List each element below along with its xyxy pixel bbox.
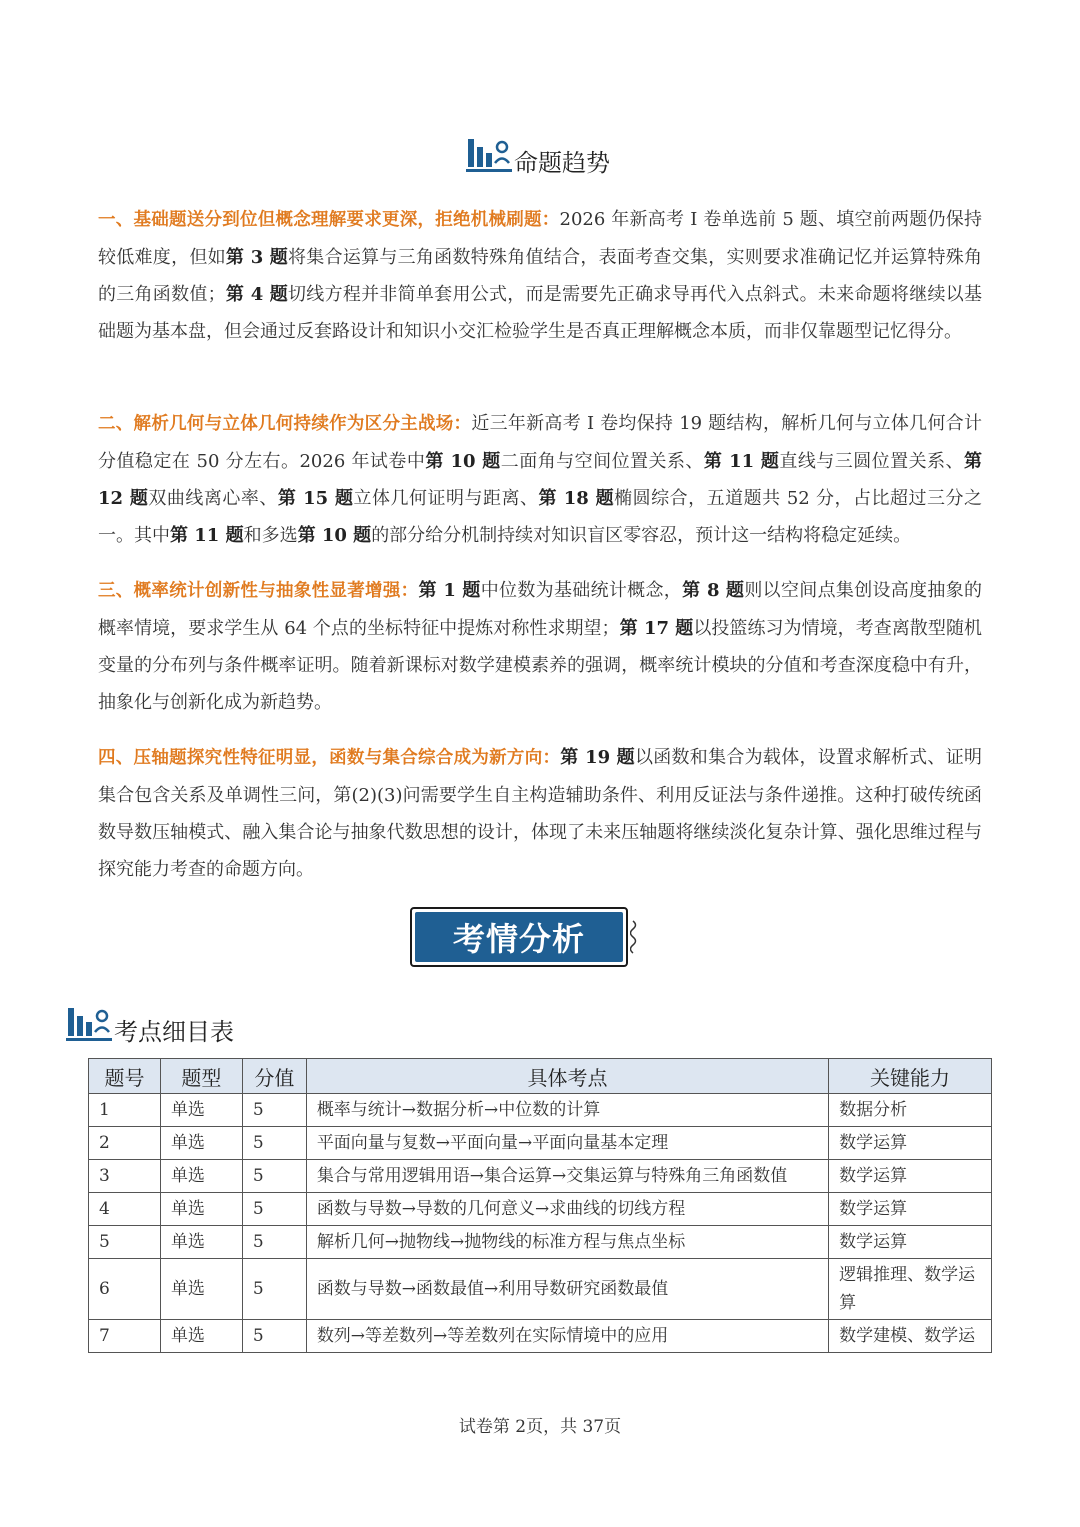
knowledge-point-cell: 数列→等差数列→等差数列在实际情境中的应用	[306, 1320, 828, 1353]
paragraph-text: 二面角与空间位置关系、	[500, 451, 704, 472]
question-reference: 第 3 题	[225, 247, 289, 268]
question-reference: 第 8 题	[682, 580, 745, 601]
table-row	[89, 1320, 992, 1353]
paragraph-text: 直线与三圆位置关系、	[779, 451, 965, 472]
paragraph-text: 2026 年新高考 I 卷单选前 5 题、填空前两题仍保持较低难度，但如	[98, 209, 983, 268]
question-type-cell: 单选	[160, 1226, 242, 1259]
table-header-row	[89, 1059, 992, 1094]
paragraph-text: 以投篮练习为情境，考查离散型随机变量的分布列与条件概率证明。随着新课标对数学建模素养的强调，概率统计模块的分值和考查深度稳中有升，抽象化与创新化成为新趋势。	[98, 618, 982, 713]
score-cell: 5	[242, 1259, 306, 1320]
score-cell: 5	[242, 1320, 306, 1353]
score-cell: 5	[242, 1226, 306, 1259]
trend-paragraph-1	[98, 201, 982, 350]
question-reference: 第 11 题	[170, 525, 244, 546]
chart-icon	[466, 133, 512, 175]
knowledge-point-cell: 平面向量与复数→平面向量→平面向量基本定理	[306, 1127, 828, 1160]
question-type-cell: 单选	[160, 1193, 242, 1226]
header-knowledge-point: 具体考点	[306, 1059, 828, 1094]
question-type-cell: 单选	[160, 1259, 242, 1320]
section-heading-table	[66, 1002, 234, 1044]
paragraph-text: 中位数为基础统计概念，	[480, 580, 683, 601]
key-ability-cell: 数学运算	[829, 1226, 992, 1259]
table-row	[89, 1193, 992, 1226]
section-title-table: 考点细目表	[114, 1018, 234, 1046]
paragraph-text: 则以空间点集创设高度抽象的概率情境，要求学生从 64 个点的坐标特征中提炼对称性求期望；	[98, 580, 983, 639]
question-reference: 第 12 题	[98, 451, 983, 509]
paragraph-text: 和多选	[243, 525, 298, 546]
paragraph-text: 近三年新高考 I 卷均保持 19 题结构，解析几何与立体几何合计分值稳定在 50 分左右。2026 年试卷中	[98, 413, 982, 472]
paragraph-text: 以函数和集合为载体，设置求解析式、证明集合包含关系及单调性三问，第(2)(3)问需要学生自主构造辅助条件、利用反证法与条件递推。这种打破传统函数导数压轴模式、融入集合论与抽象代数思想的设计，体现了未来压轴题将继续淡化复杂计算、强化思维过程与探究能力考查的命题方向。	[98, 747, 982, 880]
trend-paragraph-2	[98, 405, 982, 554]
chart-icon	[66, 1002, 112, 1044]
table-body	[89, 1094, 992, 1353]
question-reference: 第 11 题	[703, 451, 780, 472]
knowledge-point-cell: 函数与导数→函数最值→利用导数研究函数最值	[306, 1259, 828, 1320]
score-cell: 5	[242, 1193, 306, 1226]
section-heading-trend	[466, 133, 610, 175]
score-cell: 5	[242, 1160, 306, 1193]
question-number-cell: 1	[89, 1094, 161, 1127]
table-row	[89, 1127, 992, 1160]
paragraph-text: 切线方程并非简单套用公式，而是需要先正确求导再代入点斜式。未来命题将继续以基础题为基本盘，但会通过反套路设计和知识小交汇检验学生是否真正理解概念本质，而非仅靠题型记忆得分。	[98, 284, 982, 342]
score-cell: 5	[242, 1127, 306, 1160]
key-ability-cell: 数据分析	[829, 1094, 992, 1127]
knowledge-point-cell: 集合与常用逻辑用语→集合运算→交集运算与特殊角三角函数值	[306, 1160, 828, 1193]
key-ability-cell: 数学运算	[829, 1127, 992, 1160]
trend-paragraph-4	[98, 739, 982, 888]
paragraph-heading: 二、解析几何与立体几何持续作为区分主战场：	[98, 414, 472, 434]
question-reference: 第 19 题	[560, 747, 635, 768]
paragraph-text: 的部分给分机制持续对知识盲区零容忍，预计这一结构将稳定延续。	[371, 525, 912, 546]
paragraph-text: 将集合运算与三角函数特殊角值结合，表面考查交集，实则要求准确记忆并运算特殊角的三角函数值；	[98, 247, 982, 305]
question-reference: 第 18 题	[538, 488, 615, 509]
knowledge-point-cell: 概率与统计→数据分析→中位数的计算	[306, 1094, 828, 1127]
exam-points-table	[88, 1058, 992, 1353]
question-reference: 第 4 题	[225, 284, 289, 305]
key-ability-cell: 数学运算	[829, 1193, 992, 1226]
knowledge-point-cell: 解析几何→抛物线→抛物线的标准方程与焦点坐标	[306, 1226, 828, 1259]
section-title-trend: 命题趋势	[514, 149, 610, 177]
question-number-cell: 5	[89, 1226, 161, 1259]
header-key-ability: 关键能力	[829, 1059, 992, 1094]
header-question-number: 题号	[89, 1059, 161, 1094]
question-number-cell: 6	[89, 1259, 161, 1320]
page-footer: 试卷第 2页，共 37页	[458, 1417, 622, 1437]
question-type-cell: 单选	[160, 1127, 242, 1160]
question-number-cell: 3	[89, 1160, 161, 1193]
question-type-cell: 单选	[160, 1160, 242, 1193]
paragraph-heading: 四、压轴题探究性特征明显，函数与集合综合成为新方向：	[98, 748, 561, 768]
table-row	[89, 1160, 992, 1193]
wave-icon	[630, 919, 640, 955]
table-row	[89, 1226, 992, 1259]
analysis-banner	[410, 907, 628, 967]
key-ability-cell: 数学建模、数学运	[829, 1320, 992, 1353]
trend-paragraph-3	[98, 572, 982, 721]
question-reference: 第 1 题	[418, 580, 481, 601]
key-ability-cell: 逻辑推理、数学运算	[829, 1259, 992, 1320]
question-reference: 第 10 题	[297, 525, 372, 546]
score-cell: 5	[242, 1094, 306, 1127]
banner-label: 考情分析	[452, 920, 585, 958]
paragraph-text: 椭圆综合，五道题共 52 分，占比超过三分之一。其中	[98, 488, 982, 546]
question-reference: 第 15 题	[277, 488, 354, 509]
header-question-type: 题型	[160, 1059, 242, 1094]
paragraph-heading: 三、概率统计创新性与抽象性显著增强：	[98, 581, 419, 601]
question-type-cell: 单选	[160, 1320, 242, 1353]
question-number-cell: 4	[89, 1193, 161, 1226]
table-row	[89, 1259, 992, 1320]
paragraph-text: 双曲线离心率、	[148, 488, 278, 509]
question-number-cell: 7	[89, 1320, 161, 1353]
key-ability-cell: 数学运算	[829, 1160, 992, 1193]
knowledge-point-cell: 函数与导数→导数的几何意义→求曲线的切线方程	[306, 1193, 828, 1226]
paragraph-heading: 一、基础题送分到位但概念理解要求更深，拒绝机械刷题：	[98, 210, 560, 230]
banner-fill	[415, 912, 623, 962]
header-score: 分值	[242, 1059, 306, 1094]
question-reference: 第 17 题	[619, 618, 694, 639]
question-number-cell: 2	[89, 1127, 161, 1160]
question-type-cell: 单选	[160, 1094, 242, 1127]
question-reference: 第 10 题	[425, 451, 501, 472]
paragraph-text: 立体几何证明与距离、	[353, 488, 539, 509]
table-row	[89, 1094, 992, 1127]
